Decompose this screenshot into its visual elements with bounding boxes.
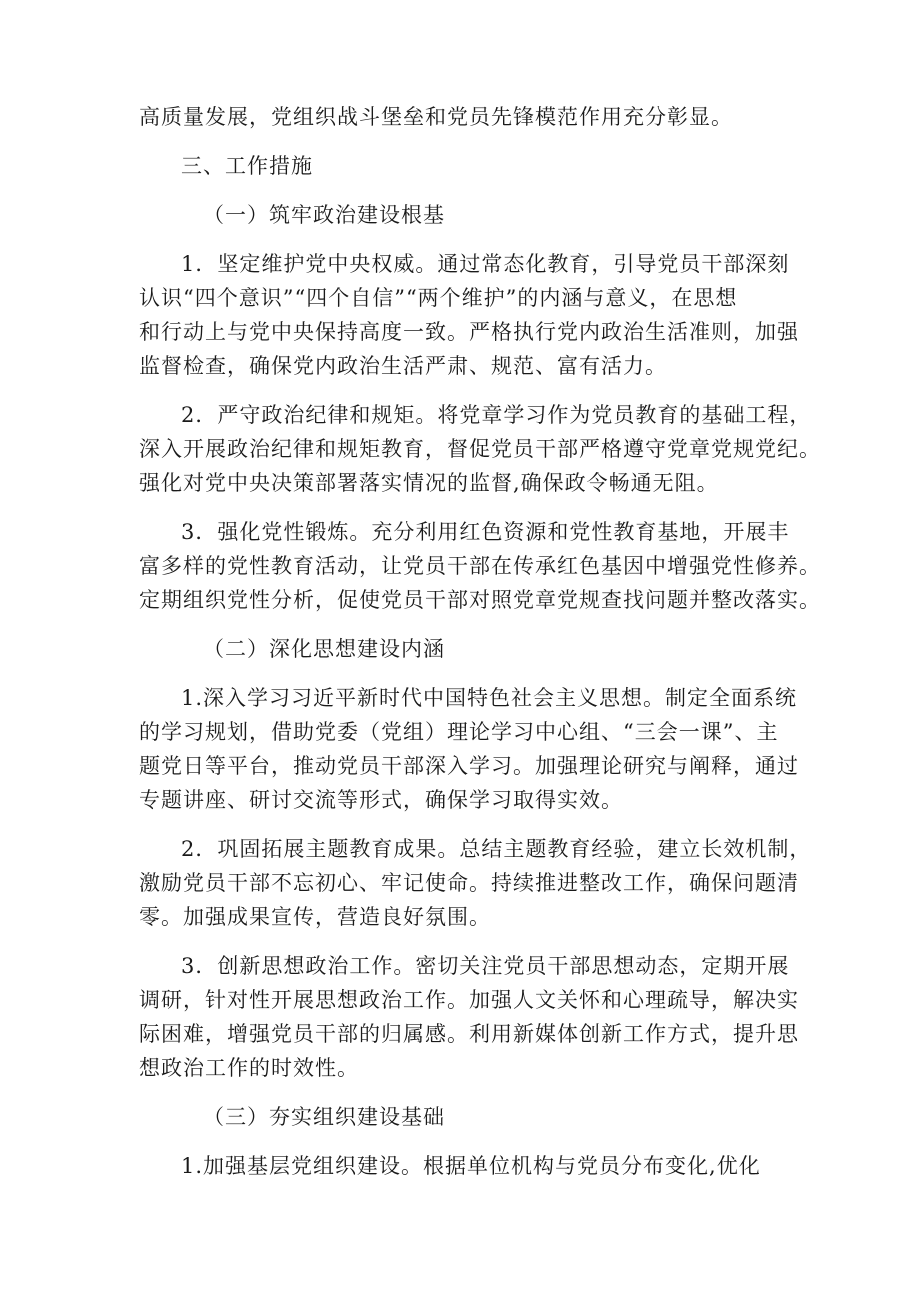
paragraph-item (139, 398, 821, 500)
text-line: 高质量发展，党组织战斗堡垒和党员先锋模范作用充分彰显。 (139, 105, 733, 129)
text-line: 3．强化党性锻炼。充分利用红色资源和党性教育基地，开展丰 (181, 520, 790, 544)
text-line: 富多样的党性教育活动，让党员干部在传承红色基因中增强党性修养。 (139, 554, 821, 578)
text-line: 监督检查，确保党内政治生活严肃、规范、富有活力。 (139, 354, 667, 378)
text-line: 想政治工作的时效性。 (139, 1056, 359, 1080)
text-line: 认识“四个意识”“四个自信”“两个维护”的内涵与意义，在思想 (139, 286, 738, 310)
text-line: 定期组织党性分析，促使党员干部对照党章党规查找问题并整改落实。 (139, 588, 821, 612)
paragraph-continuation (139, 100, 799, 134)
text-line: 激励党员干部不忘初心、牢记使命。持续推进整改工作，确保问题清 (139, 871, 799, 895)
text-line: 调研，针对性开展思想政治工作。加强人文关怀和心理疏导，解决实 (139, 988, 799, 1012)
paragraph-item (139, 949, 799, 1085)
paragraph-item (139, 1149, 799, 1183)
section-heading-work-measures: 三、工作措施 (181, 154, 313, 178)
text-line: 1.加强基层党组织建设。根据单位机构与党员分布变化,优化 (181, 1154, 761, 1178)
text-line: 的学习规划，借助党委（党组）理论学习中心组、“三会一课”、主 (139, 720, 779, 744)
subsection-heading-political: （一）筑牢政治建设根基 (203, 203, 445, 227)
document-page (139, 100, 821, 1198)
paragraph-item (139, 681, 799, 817)
paragraph-item (139, 247, 799, 383)
paragraph-item (139, 515, 821, 617)
subsection-heading-organizational: （三）夯实组织建设基础 (203, 1105, 445, 1129)
text-line: 专题讲座、研讨交流等形式，确保学习取得实效。 (139, 788, 623, 812)
paragraph-item (139, 832, 812, 934)
text-line: 强化对党中央决策部署落实情况的监督,确保政令畅通无阻。 (139, 471, 719, 495)
text-line: 和行动上与党中央保持高度一致。严格执行党内政治生活准则，加强 (139, 320, 799, 344)
text-line: 1．坚定维护党中央权威。通过常态化教育，引导党员干部深刻 (181, 252, 790, 276)
subsection-heading-ideological: （二）深化思想建设内涵 (203, 637, 445, 661)
text-line: 2．严守政治纪律和规矩。将党章学习作为党员教育的基础工程， (181, 403, 812, 427)
text-line: 深入开展政治纪律和规矩教育，督促党员干部严格遵守党章党规党纪。 (139, 437, 821, 461)
text-line: 1.深入学习习近平新时代中国特色社会主义思想。制定全面系统 (181, 686, 798, 710)
text-line: 题党日等平台，推动党员干部深入学习。加强理论研究与阐释，通过 (139, 754, 799, 778)
text-line: 零。加强成果宣传，营造良好氛围。 (139, 905, 491, 929)
text-line: 际困难，增强党员干部的归属感。利用新媒体创新工作方式，提升思 (139, 1022, 799, 1046)
text-line: 3．创新思想政治工作。密切关注党员干部思想动态，定期开展 (181, 954, 790, 978)
text-line: 2．巩固拓展主题教育成果。总结主题教育经验，建立长效机制， (181, 837, 812, 861)
